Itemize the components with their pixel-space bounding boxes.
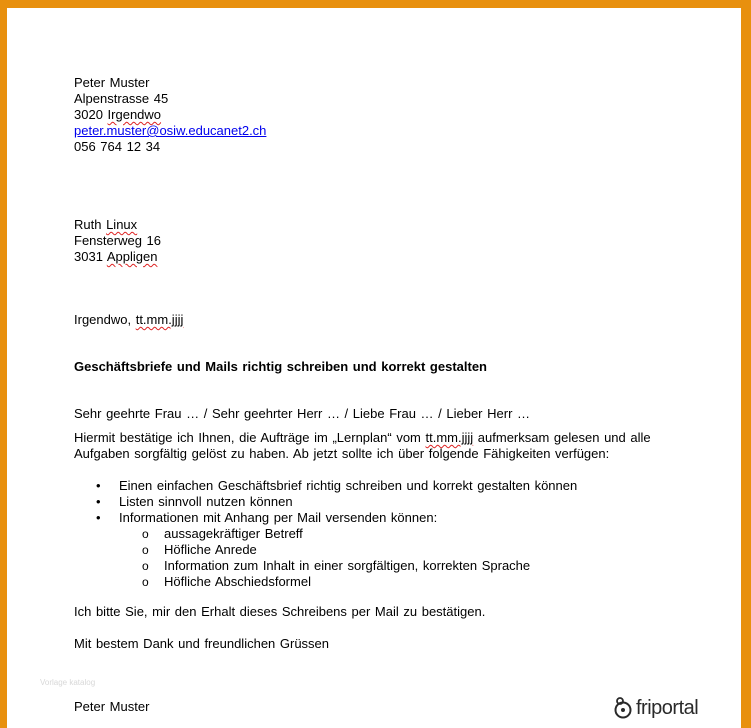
date-line: Irgendwo, tt.mm.jjjj	[74, 312, 184, 327]
logo-text: friportal	[636, 696, 699, 719]
sub-list-item: o Höfliche Abschiedsformel	[74, 574, 577, 590]
sender-address	[74, 75, 266, 155]
closing: Mit bestem Dank und freundlichen Grüssen	[74, 636, 330, 651]
friportal-logo	[612, 696, 698, 720]
skills-list	[74, 478, 577, 590]
request-paragraph: Ich bitte Sie, mir den Erhalt dieses Schreibens per Mail zu bestätigen.	[74, 604, 486, 619]
subject-line: Geschäftsbriefe und Mails richtig schreiben und korrekt gestalten	[74, 359, 487, 374]
sender-email[interactable]	[74, 123, 266, 139]
sender-street: Alpenstrasse 45	[74, 91, 169, 106]
list-item: • Listen sinnvoll nutzen können	[74, 494, 577, 510]
sender-phone: 056 764 12 34	[74, 139, 161, 154]
sub-list-item: o Information zum Inhalt in einer sorgfältigen, korrekten Sprache	[74, 558, 577, 574]
recipient-name: Ruth Linux	[74, 217, 138, 232]
salutation: Sehr geehrte Frau … / Sehr geehrter Herr … / Liebe Frau … / Lieber Herr …	[74, 406, 531, 421]
sub-list	[74, 526, 577, 590]
sender-email-link[interactable]: peter.muster@osiw.educanet2.ch	[74, 123, 267, 138]
document-page	[7, 8, 741, 728]
sender-name: Peter Muster	[74, 75, 150, 90]
list-item: • Informationen mit Anhang per Mail versenden können:	[74, 510, 577, 526]
friportal-logo-icon	[612, 696, 634, 720]
body-paragraph: Hiermit bestätige ich Ihnen, die Aufträge im „Lernplan“ vom tt.mm.jjjj aufmerksam gelesen und alle Aufgaben sorgfältig gelöst zu haben. Ab jetzt sollte ich über folgende Fähigkeiten verfügen:	[74, 430, 651, 461]
list-item: • Einen einfachen Geschäftsbrief richtig schreiben und korrekt gestalten können	[74, 478, 577, 494]
watermark: Vorlage katalog	[40, 678, 96, 687]
recipient-city: 3031 Appligen	[74, 249, 158, 264]
sub-list-item: o aussagekräftiger Betreff	[74, 526, 577, 542]
sender-city: 3020 Irgendwo	[74, 107, 162, 122]
sub-list-item: o Höfliche Anrede	[74, 542, 577, 558]
recipient-address	[74, 217, 161, 265]
signature: Peter Muster	[74, 699, 150, 714]
recipient-street: Fensterweg 16	[74, 233, 161, 248]
